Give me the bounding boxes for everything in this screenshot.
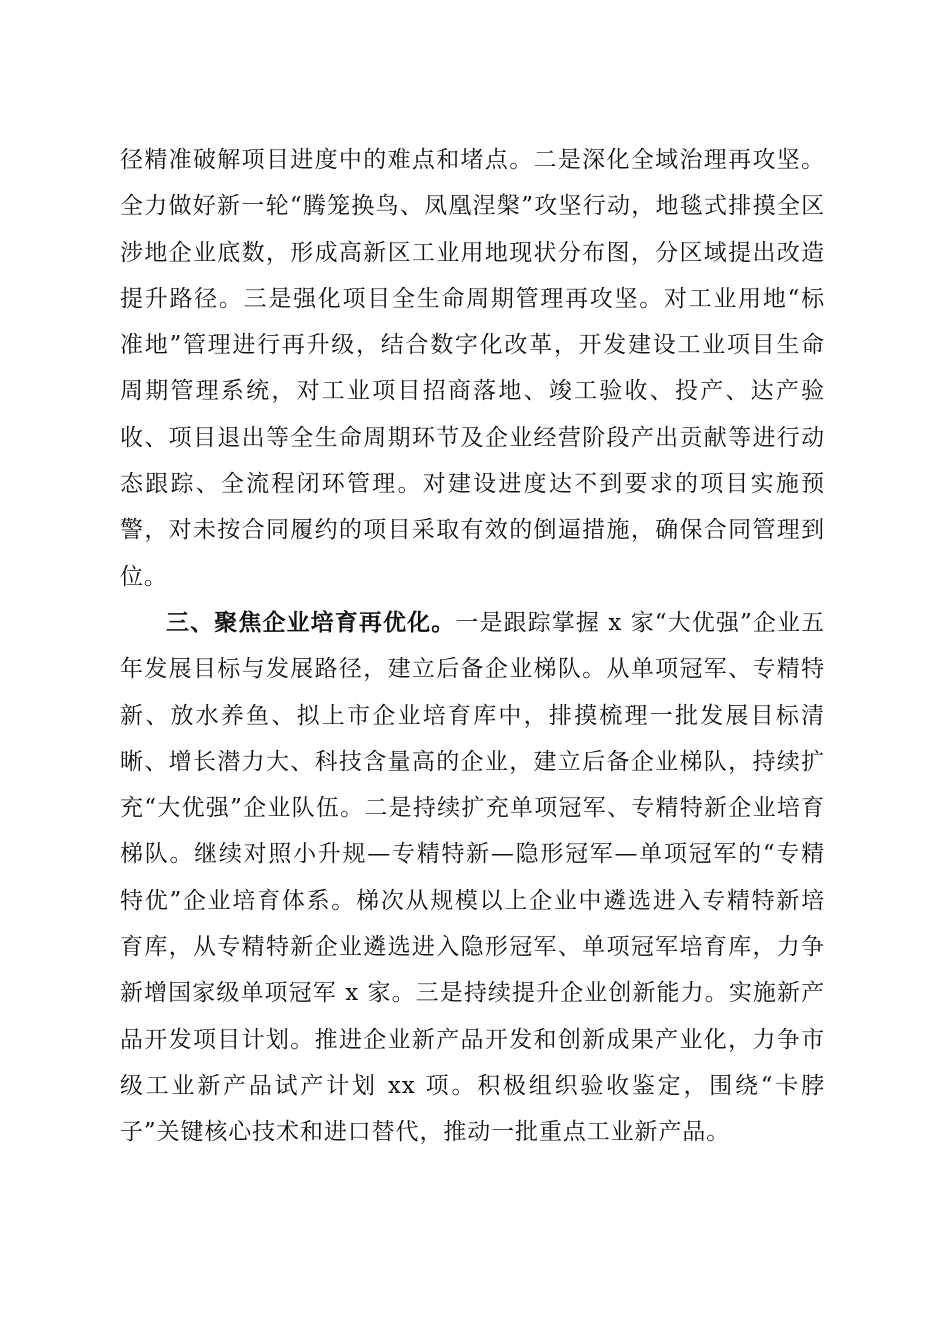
section-heading: 三、聚焦企业培育再优化。: [166, 608, 456, 636]
paragraph-continuation: [120, 137, 825, 600]
paragraph-text: 一是跟踪掌握 x 家“大优强”企业五年发展目标与发展路径，建立后备企业梯队。从单项冠军、专精特新、放水养鱼、拟上市企业培育库中，排摸梳理一批发展目标清晰、增长潜力大、科技含量高的企业，建立后备企业梯队，持续扩充“大优强”企业队伍。二是持续扩充单项冠军、专精特新企业培育梯队。继续对照小升规—专精特新—隐形冠军—单项冠军的“专精特优”企业培育体系。梯次从规模以上企业中遴选进入专精特新培育库，从专精特新企业遴选进入隐形冠军、单项冠军培育库，力争新增国家级单项冠军 x 家。三是持续提升企业创新能力。实施新产品开发项目计划。推进企业新产品开发和创新成果产业化，力争市级工业新产品试产计划 xx 项。积极组织验收鉴定，围绕“卡脖子”关键核心技术和进口替代，推动一批重点工业新产品。: [120, 609, 825, 1146]
paragraph-section-three: [120, 600, 825, 1156]
paragraph-text: 径精准破解项目进度中的难点和堵点。二是深化全域治理再攻坚。全力做好新一轮“腾笼换鸟、凤凰涅槃”攻坚行动，地毯式排摸全区涉地企业底数，形成高新区工业用地现状分布图，分区域提出改造提升路径。三是强化项目全生命周期管理再攻坚。对工业用地“标准地”管理进行再升级，结合数字化改革，开发建设工业项目生命周期管理系统，对工业项目招商落地、竣工验收、投产、达产验收、项目退出等全生命周期环节及企业经营阶段产出贡献等进行动态跟踪、全流程闭环管理。对建设进度达不到要求的项目实施预警，对未按合同履约的项目采取有效的倒逼措施，确保合同管理到位。: [120, 147, 825, 590]
document-body: [120, 137, 825, 1156]
